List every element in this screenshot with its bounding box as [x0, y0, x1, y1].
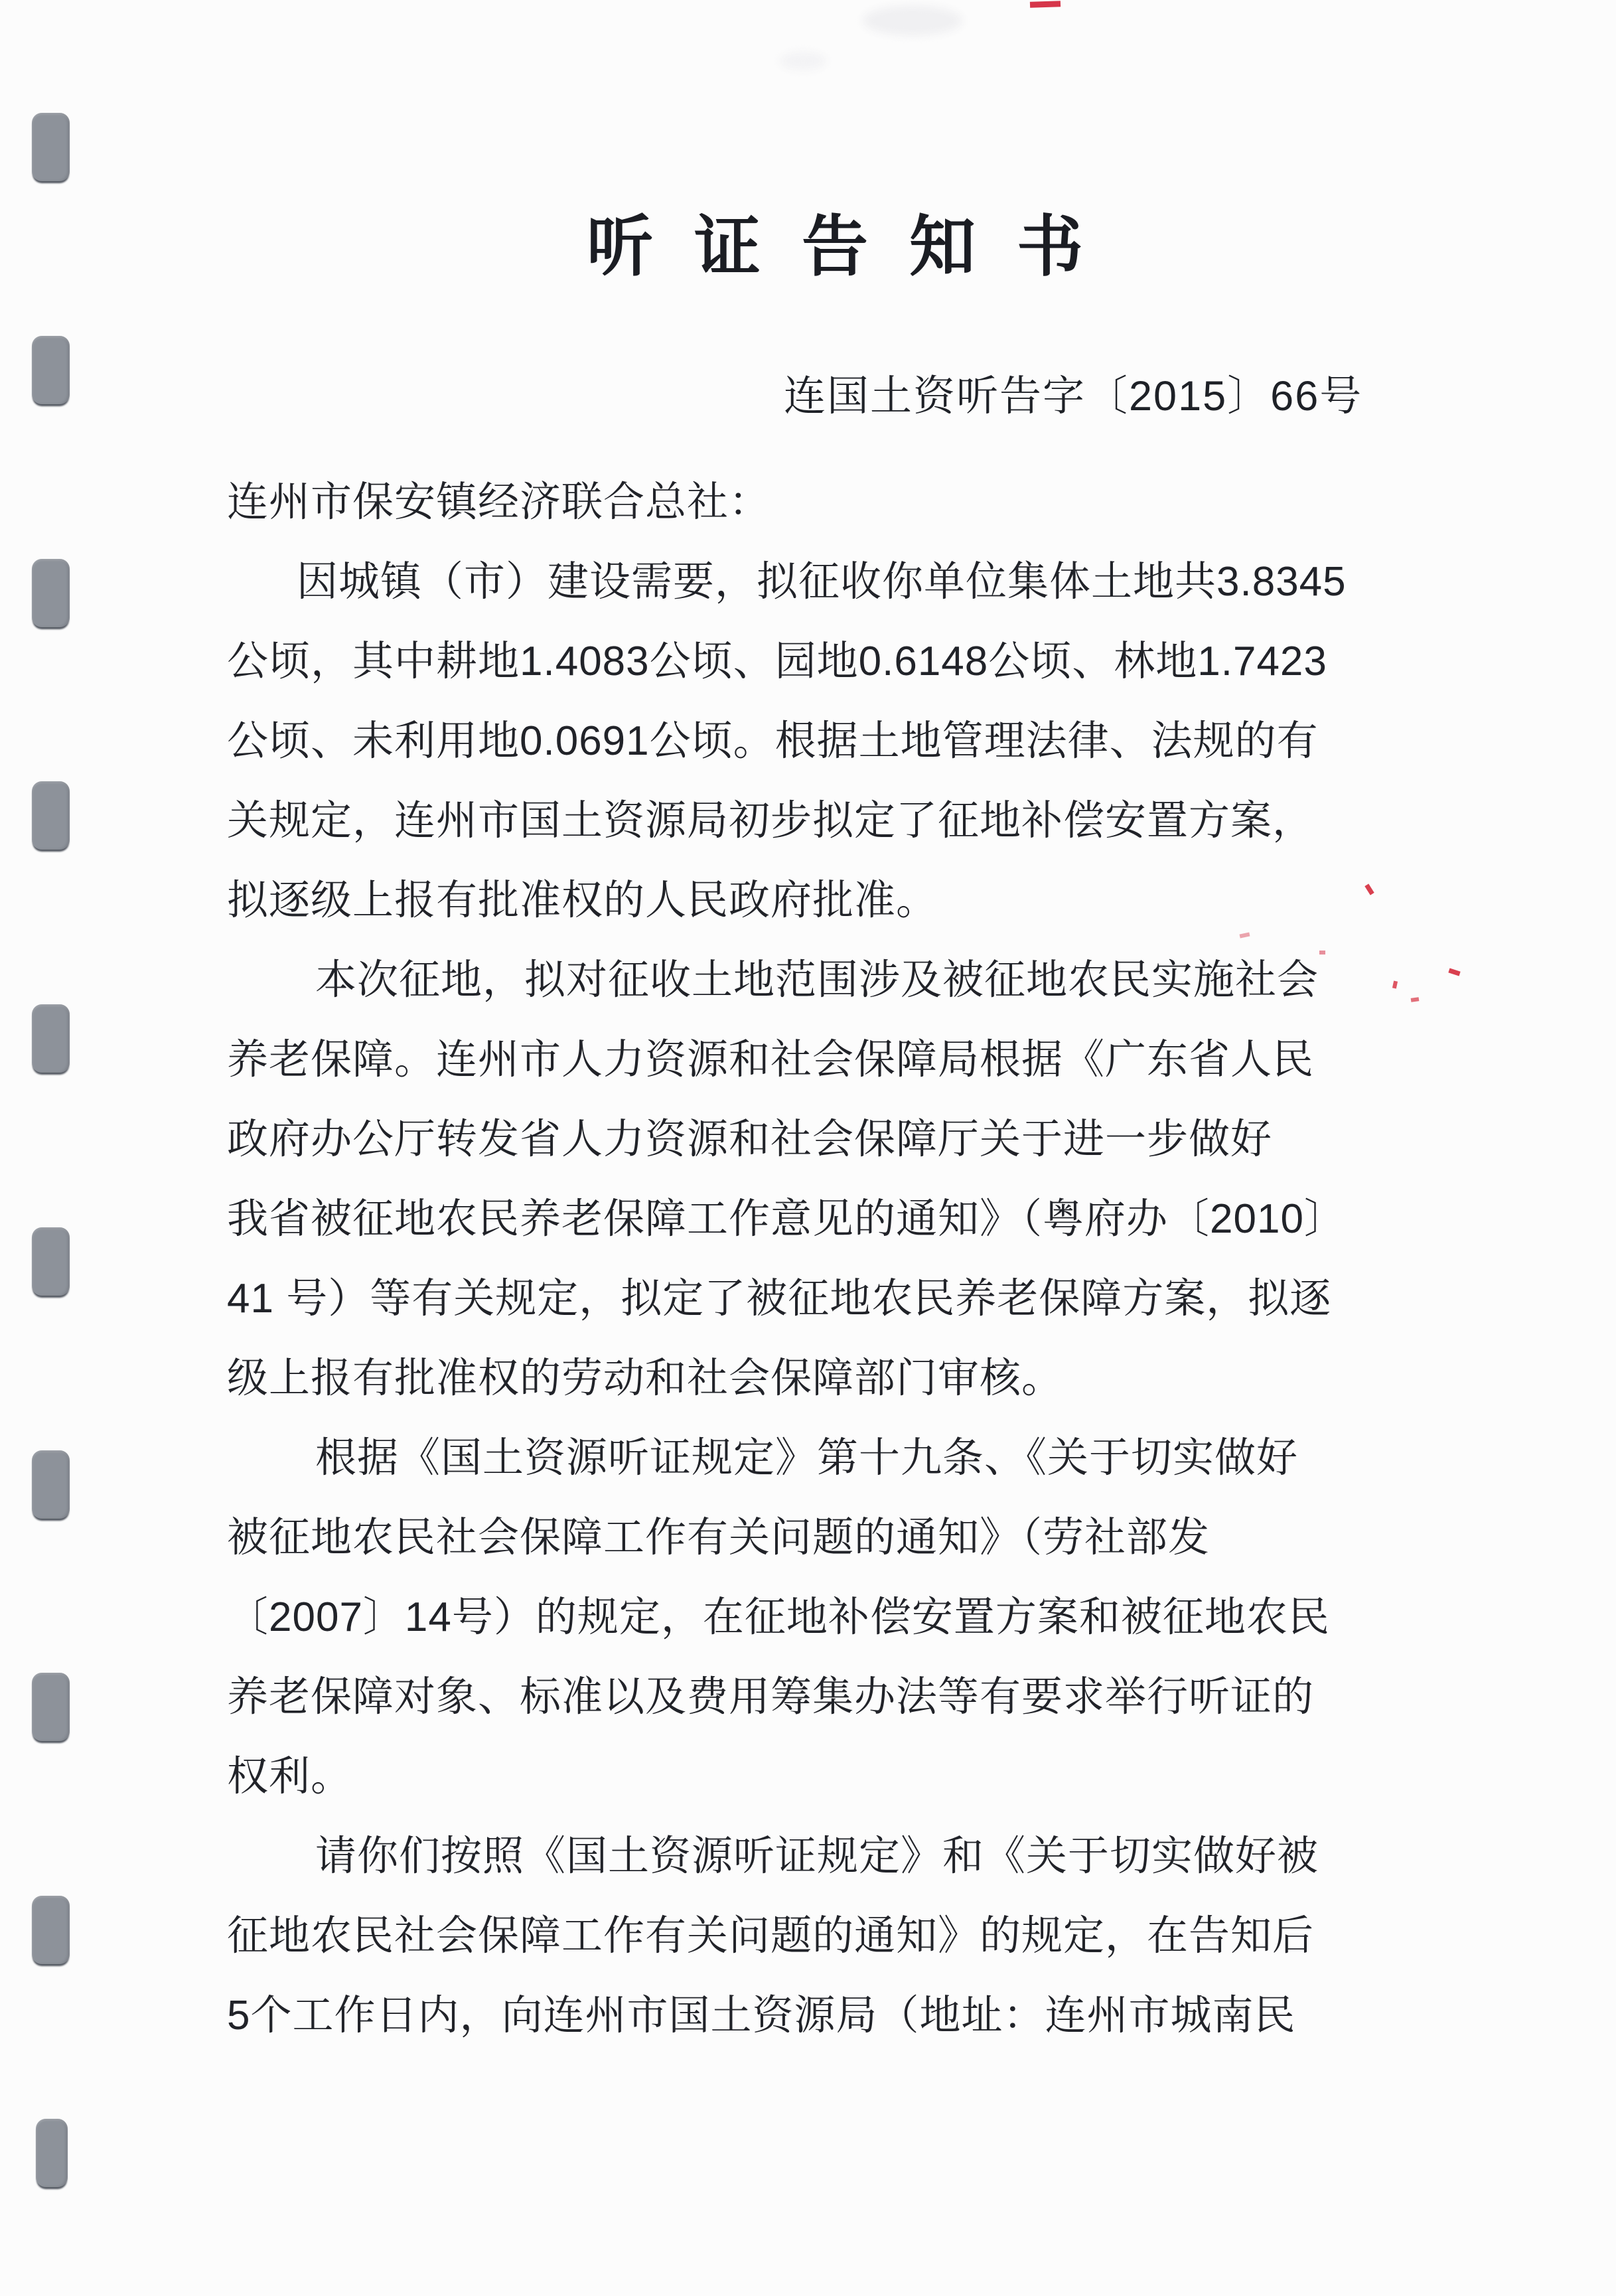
scan-speck [1411, 997, 1420, 1002]
text-line: 本次征地，拟对征收土地范围涉及被征地农民实施社会 [315, 957, 1319, 1003]
binding-hole [36, 2119, 68, 2187]
binding-hole [32, 113, 70, 181]
text-line: 权利。 [227, 1754, 353, 1799]
text-line: 公顷、未利用地0.0691公顷。根据土地管理法律、法规的有 [227, 718, 1319, 764]
binding-hole [32, 1673, 70, 1741]
text-line: 根据《国土资源听证规定》第十九条、《关于切实做好 [315, 1435, 1299, 1481]
scan-smudge [863, 5, 962, 36]
salutation-line: 连州市保安镇经济联合总社： [227, 479, 771, 525]
text-line: 征地农民社会保障工作有关问题的通知》的规定，在告知后 [227, 1913, 1315, 1959]
binding-hole [32, 1450, 70, 1519]
scan-speck [1364, 883, 1374, 895]
text-line: 政府办公厅转发省人力资源和社会保障厅关于进一步做好 [227, 1116, 1273, 1162]
text-line: 41 号）等有关规定，拟定了被征地农民养老保障方案，拟逐 [227, 1276, 1332, 1322]
text-line: 公顷，其中耕地1.4083公顷、园地0.6148公顷、林地1.7423 [227, 639, 1327, 684]
text-line: 〔2007〕14号）的规定，在征地补偿安置方案和被征地农民 [227, 1594, 1330, 1640]
text-line: 养老保障对象、标准以及费用筹集办法等有要求举行听证的 [227, 1674, 1315, 1720]
text-line: 被征地农民社会保障工作有关问题的通知》（劳社部发 [227, 1515, 1211, 1561]
text-line: 我省被征地农民养老保障工作意见的通知》（粤府办〔2010〕 [227, 1196, 1346, 1242]
text-line: 级上报有批准权的劳动和社会保障部门审核。 [227, 1355, 1064, 1401]
binding-hole [32, 559, 70, 627]
text-line: 关规定，连州市国土资源局初步拟定了征地补偿安置方案， [227, 798, 1315, 844]
text-line: 拟逐级上报有批准权的人民政府批准。 [227, 878, 938, 923]
scan-speck [1030, 1, 1061, 8]
binding-hole [32, 336, 70, 404]
binding-hole [32, 1004, 70, 1073]
text-line: 5个工作日内，向连州市国土资源局（地址：连州市城南民 [227, 1993, 1296, 2038]
scan-speck [1448, 968, 1460, 976]
document-number: 连国土资听告字〔2015〕66号 [784, 373, 1363, 420]
scan-speck [1392, 980, 1398, 988]
binding-hole [32, 1227, 70, 1296]
text-line: 养老保障。连州市人力资源和社会保障局根据《广东省人民 [227, 1037, 1315, 1083]
binding-hole [32, 1896, 70, 1964]
text-line: 请你们按照《国土资源听证规定》和《关于切实做好被 [315, 1833, 1319, 1879]
scan-smudge [780, 52, 826, 70]
text-line: 因城镇（市）建设需要，拟征收你单位集体土地共3.8345 [297, 559, 1347, 605]
binding-hole [32, 781, 70, 850]
document-title: 听证告知书 [587, 210, 1124, 284]
document-body [227, 463, 1347, 2056]
